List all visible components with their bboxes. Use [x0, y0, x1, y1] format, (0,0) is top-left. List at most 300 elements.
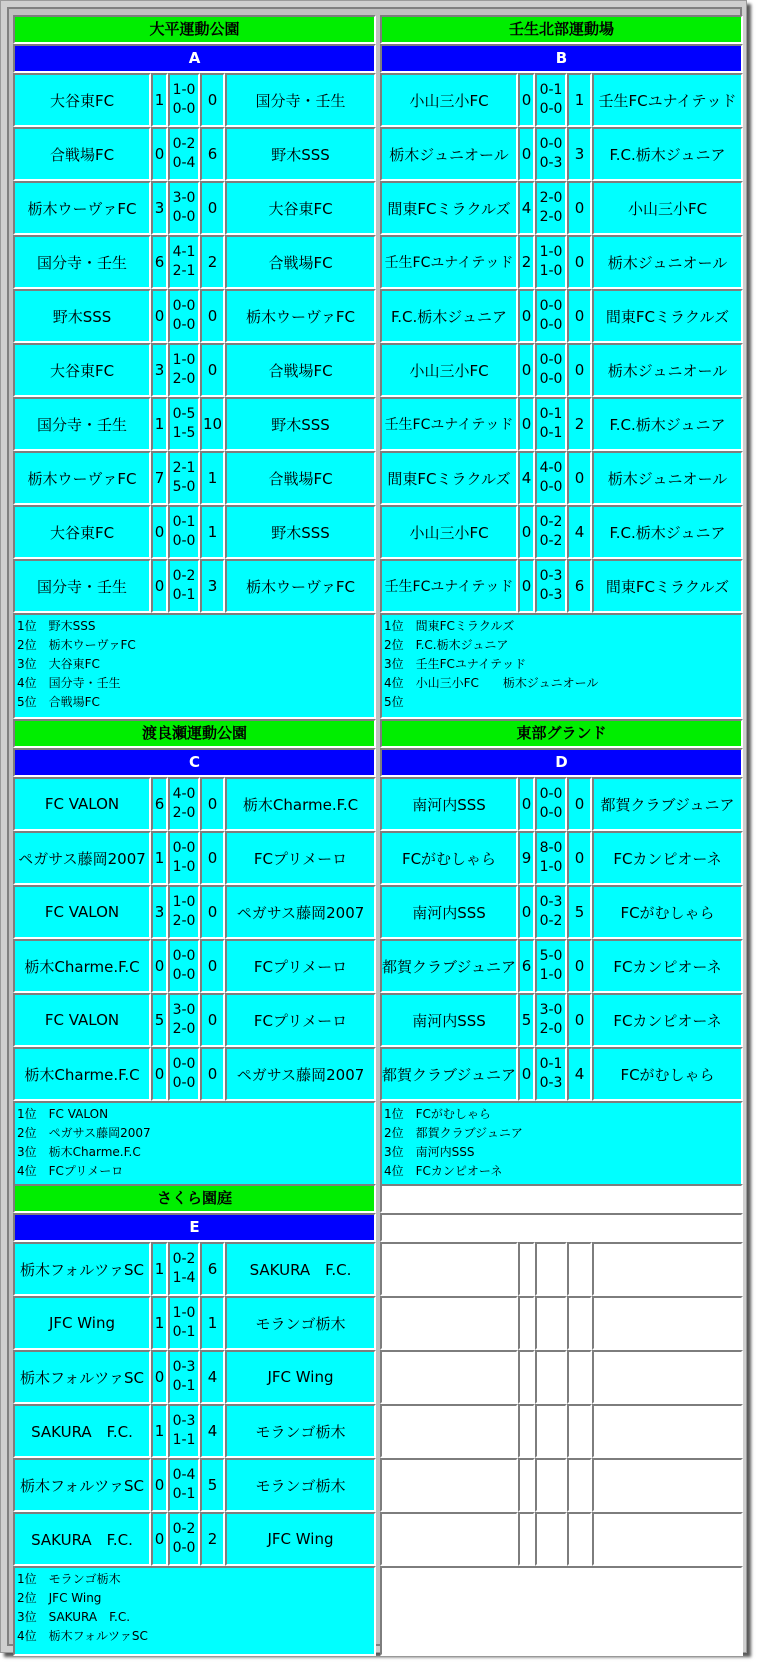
half-scores: [535, 939, 567, 993]
ranking-line: 2位 JFC Wing: [17, 1591, 102, 1605]
away-score: 2: [200, 1512, 225, 1566]
ranking-line: 3位 大谷東FC: [17, 657, 100, 671]
home-team: FC VALON: [13, 993, 151, 1047]
home-score: 0: [518, 885, 535, 939]
home-score: 2: [518, 235, 535, 289]
home-score: 1: [151, 73, 168, 127]
home-score: 0: [518, 343, 535, 397]
group-header: E: [13, 1213, 376, 1242]
half-scores: [168, 235, 200, 289]
second-half-score: 0-3: [539, 587, 563, 603]
ranking-box: [380, 613, 743, 719]
first-half-score: 0-1: [539, 406, 563, 422]
half-scores: [535, 885, 567, 939]
away-score: 0: [567, 993, 592, 1047]
away-score: 0: [567, 939, 592, 993]
away-team: 野木SSS: [225, 397, 376, 451]
ranking-line: 2位 栃木ウーヴァFC: [17, 638, 136, 652]
half-scores: [168, 1296, 200, 1350]
away-score: 0: [567, 831, 592, 885]
away-score: 4: [567, 505, 592, 559]
home-team: FCがむしゃら: [380, 831, 518, 885]
away-score: 5: [567, 885, 592, 939]
home-score: 0: [151, 559, 168, 613]
home-score: 4: [518, 181, 535, 235]
away-team: JFC Wing: [225, 1350, 376, 1404]
second-half-score: 0-2: [539, 533, 563, 549]
away-score: 0: [200, 831, 225, 885]
away-team: 合戦場FC: [225, 451, 376, 505]
home-score: [518, 1242, 535, 1296]
second-half-score: 0-1: [172, 1486, 196, 1502]
home-score: 6: [151, 777, 168, 831]
ranking-line: 4位 FCカンピオーネ: [384, 1164, 503, 1178]
second-half-score: 0-1: [172, 1324, 196, 1340]
second-half-score: 0-0: [539, 101, 563, 117]
away-score: 1: [567, 73, 592, 127]
half-scores: [535, 777, 567, 831]
home-score: [518, 1350, 535, 1404]
away-score: [567, 1404, 592, 1458]
away-score: 1: [200, 505, 225, 559]
half-scores: [168, 1512, 200, 1566]
second-half-score: 1-5: [172, 425, 196, 441]
ranking-line: 5位: [384, 695, 404, 709]
home-score: 1: [151, 1242, 168, 1296]
second-half-score: 0-0: [172, 1075, 196, 1091]
home-score: 0: [518, 397, 535, 451]
ranking-box: [13, 1566, 376, 1656]
home-team: [380, 1350, 518, 1404]
half-scores: [535, 559, 567, 613]
home-team: 野木SSS: [13, 289, 151, 343]
home-team: 小山三小FC: [380, 505, 518, 559]
away-team: [592, 1458, 743, 1512]
first-half-score: 8-0: [539, 840, 563, 856]
first-half-score: 0-4: [172, 1467, 196, 1483]
half-scores: [535, 505, 567, 559]
away-team: F.C.栃木ジュニア: [592, 127, 743, 181]
ranking-line: 2位 ペガサス藤岡2007: [17, 1126, 151, 1140]
second-half-score: 2-0: [172, 1021, 196, 1037]
half-scores: [168, 831, 200, 885]
group-header: [380, 1213, 743, 1242]
home-team: 小山三小FC: [380, 73, 518, 127]
half-scores: [168, 289, 200, 343]
ranking-line: 2位 F.C.栃木ジュニア: [384, 638, 509, 652]
away-score: 1: [200, 451, 225, 505]
away-score: 2: [567, 397, 592, 451]
first-half-score: 0-0: [172, 1056, 196, 1072]
ranking-box: [13, 613, 376, 719]
ranking-line: 3位 壬生FCユナイテッド: [384, 657, 527, 671]
home-team: 国分寺・壬生: [13, 397, 151, 451]
first-half-score: 0-0: [172, 298, 196, 314]
away-score: [567, 1242, 592, 1296]
home-team: 栃木Charme.F.C: [13, 939, 151, 993]
away-score: 0: [200, 343, 225, 397]
home-score: [518, 1296, 535, 1350]
group-header: C: [13, 748, 376, 777]
group-header: A: [13, 44, 376, 73]
venue-header: 壬生北部運動場: [380, 15, 743, 44]
home-team: 栃木ウーヴァFC: [13, 451, 151, 505]
away-team: 合戦場FC: [225, 235, 376, 289]
ranking-box: [380, 1566, 743, 1656]
away-team: 壬生FCユナイテッド: [592, 73, 743, 127]
second-half-score: 2-0: [172, 805, 196, 821]
away-team: 合戦場FC: [225, 343, 376, 397]
away-score: 1: [200, 1296, 225, 1350]
home-team: 壬生FCユナイテッド: [380, 397, 518, 451]
away-score: 2: [200, 235, 225, 289]
second-half-score: 1-0: [539, 859, 563, 875]
half-scores: [168, 451, 200, 505]
home-team: 栃木ウーヴァFC: [13, 181, 151, 235]
home-team: 間東FCミラクルズ: [380, 451, 518, 505]
away-team: 国分寺・壬生: [225, 73, 376, 127]
away-score: 0: [567, 451, 592, 505]
away-score: 6: [200, 1242, 225, 1296]
home-team: 南河内SSS: [380, 993, 518, 1047]
first-half-score: 4-0: [539, 460, 563, 476]
home-score: [518, 1512, 535, 1566]
home-team: 栃木ジュニオール: [380, 127, 518, 181]
home-team: 栃木フォルツァSC: [13, 1458, 151, 1512]
home-score: 6: [518, 939, 535, 993]
away-score: 4: [200, 1350, 225, 1404]
home-team: 大谷東FC: [13, 73, 151, 127]
half-scores: [535, 1458, 567, 1512]
home-score: 7: [151, 451, 168, 505]
home-score: 5: [518, 993, 535, 1047]
half-scores: [535, 993, 567, 1047]
first-half-score: 0-0: [539, 352, 563, 368]
first-half-score: 4-1: [172, 244, 196, 260]
home-score: 0: [518, 1047, 535, 1101]
results-table: [7, 7, 742, 1646]
first-half-score: 0-2: [172, 1251, 196, 1267]
venue-header: 大平運動公園: [13, 15, 376, 44]
second-half-score: 1-0: [539, 263, 563, 279]
away-team: 栃木ジュニオール: [592, 451, 743, 505]
away-team: F.C.栃木ジュニア: [592, 505, 743, 559]
home-score: 0: [518, 777, 535, 831]
first-half-score: 2-1: [172, 460, 196, 476]
home-score: 1: [151, 1404, 168, 1458]
half-scores: [168, 505, 200, 559]
away-score: 0: [567, 235, 592, 289]
home-score: 9: [518, 831, 535, 885]
half-scores: [535, 73, 567, 127]
ranking-line: 1位 間東FCミラクルズ: [384, 619, 515, 633]
half-scores: [535, 1296, 567, 1350]
second-half-score: 2-1: [172, 263, 196, 279]
away-team: 栃木Charme.F.C: [225, 777, 376, 831]
home-team: 栃木Charme.F.C: [13, 1047, 151, 1101]
home-score: 0: [518, 289, 535, 343]
half-scores: [168, 181, 200, 235]
half-scores: [168, 397, 200, 451]
first-half-score: 0-3: [539, 894, 563, 910]
home-team: 大谷東FC: [13, 343, 151, 397]
first-half-score: 0-0: [172, 840, 196, 856]
home-score: 1: [151, 397, 168, 451]
second-half-score: 0-0: [539, 479, 563, 495]
away-team: FCカンピオーネ: [592, 831, 743, 885]
away-score: 10: [200, 397, 225, 451]
home-score: 3: [151, 181, 168, 235]
first-half-score: 0-5: [172, 406, 196, 422]
second-half-score: 0-0: [172, 101, 196, 117]
half-scores: [535, 1242, 567, 1296]
venue-header: [380, 1184, 743, 1213]
home-team: 壬生FCユナイテッド: [380, 559, 518, 613]
half-scores: [535, 1350, 567, 1404]
away-score: [567, 1350, 592, 1404]
away-score: 0: [200, 73, 225, 127]
home-score: 0: [518, 559, 535, 613]
first-half-score: 3-0: [539, 1002, 563, 1018]
first-half-score: 0-1: [539, 82, 563, 98]
home-team: ペガサス藤岡2007: [13, 831, 151, 885]
second-half-score: 0-4: [172, 155, 196, 171]
first-half-score: 0-2: [172, 1521, 196, 1537]
away-team: FCがむしゃら: [592, 885, 743, 939]
home-team: 栃木フォルツァSC: [13, 1242, 151, 1296]
away-team: [592, 1350, 743, 1404]
second-half-score: 1-0: [172, 859, 196, 875]
away-score: 0: [200, 993, 225, 1047]
home-team: [380, 1512, 518, 1566]
first-half-score: 2-0: [539, 190, 563, 206]
second-half-score: 0-0: [172, 1540, 196, 1556]
first-half-score: 0-3: [172, 1359, 196, 1375]
away-team: [592, 1296, 743, 1350]
first-half-score: 0-3: [539, 568, 563, 584]
home-team: [380, 1458, 518, 1512]
home-team: [380, 1404, 518, 1458]
away-score: 0: [567, 343, 592, 397]
ranking-line: 1位 FCがむしゃら: [384, 1107, 491, 1121]
first-half-score: 0-2: [172, 568, 196, 584]
half-scores: [535, 1404, 567, 1458]
half-scores: [535, 831, 567, 885]
home-score: 1: [151, 831, 168, 885]
home-team: 小山三小FC: [380, 343, 518, 397]
first-half-score: 0-3: [172, 1413, 196, 1429]
home-team: FC VALON: [13, 777, 151, 831]
home-team: [380, 1242, 518, 1296]
first-half-score: 0-2: [172, 136, 196, 152]
home-score: 0: [151, 289, 168, 343]
half-scores: [535, 397, 567, 451]
home-score: 0: [151, 1047, 168, 1101]
second-half-score: 0-3: [539, 155, 563, 171]
home-team: 間東FCミラクルズ: [380, 181, 518, 235]
second-half-score: 2-0: [539, 209, 563, 225]
home-team: 国分寺・壬生: [13, 559, 151, 613]
half-scores: [168, 1047, 200, 1101]
first-half-score: 0-0: [539, 298, 563, 314]
away-team: JFC Wing: [225, 1512, 376, 1566]
second-half-score: 0-3: [539, 1075, 563, 1091]
home-score: 6: [151, 235, 168, 289]
ranking-line: 3位 南河内SSS: [384, 1145, 475, 1159]
home-score: [518, 1458, 535, 1512]
venue-header: 渡良瀬運動公園: [13, 719, 376, 748]
away-team: 栃木ジュニオール: [592, 343, 743, 397]
away-team: 野木SSS: [225, 127, 376, 181]
away-team: FCカンピオーネ: [592, 939, 743, 993]
second-half-score: 1-0: [539, 967, 563, 983]
away-team: FCプリメーロ: [225, 939, 376, 993]
half-scores: [168, 993, 200, 1047]
away-team: 間東FCミラクルズ: [592, 289, 743, 343]
home-team: 大谷東FC: [13, 505, 151, 559]
first-half-score: 0-0: [172, 948, 196, 964]
away-score: 0: [200, 939, 225, 993]
half-scores: [535, 343, 567, 397]
half-scores: [535, 451, 567, 505]
second-half-score: 0-0: [172, 317, 196, 333]
home-score: 1: [151, 1296, 168, 1350]
home-score: 0: [151, 505, 168, 559]
home-score: 0: [151, 939, 168, 993]
home-score: 0: [151, 1350, 168, 1404]
home-score: 0: [151, 127, 168, 181]
half-scores: [168, 343, 200, 397]
away-score: 0: [200, 777, 225, 831]
home-score: 4: [518, 451, 535, 505]
away-score: 3: [567, 127, 592, 181]
half-scores: [535, 235, 567, 289]
ranking-line: 4位 FCプリメーロ: [17, 1164, 124, 1178]
away-score: 0: [200, 1047, 225, 1101]
first-half-score: 5-0: [539, 948, 563, 964]
ranking-line: 1位 モランゴ栃木: [17, 1572, 121, 1586]
half-scores: [535, 1047, 567, 1101]
home-team: SAKURA F.C.: [13, 1512, 151, 1566]
away-team: F.C.栃木ジュニア: [592, 397, 743, 451]
away-team: FCプリメーロ: [225, 993, 376, 1047]
away-score: [567, 1296, 592, 1350]
away-team: ペガサス藤岡2007: [225, 885, 376, 939]
first-half-score: 0-0: [539, 786, 563, 802]
second-half-score: 0-0: [539, 317, 563, 333]
away-team: ペガサス藤岡2007: [225, 1047, 376, 1101]
second-half-score: 0-0: [539, 371, 563, 387]
away-score: 5: [200, 1458, 225, 1512]
home-team: 都賀クラブジュニア: [380, 1047, 518, 1101]
second-half-score: 2-0: [539, 1021, 563, 1037]
away-team: [592, 1404, 743, 1458]
first-half-score: 1-0: [172, 1305, 196, 1321]
half-scores: [168, 73, 200, 127]
home-team: 壬生FCユナイテッド: [380, 235, 518, 289]
first-half-score: 3-0: [172, 190, 196, 206]
ranking-box: [13, 1101, 376, 1187]
away-score: [567, 1512, 592, 1566]
away-team: SAKURA F.C.: [225, 1242, 376, 1296]
ranking-line: 3位 SAKURA F.C.: [17, 1610, 131, 1624]
ranking-line: 4位 小山三小FC 栃木ジュニオール: [384, 676, 599, 690]
home-score: 5: [151, 993, 168, 1047]
home-team: JFC Wing: [13, 1296, 151, 1350]
first-half-score: 1-0: [172, 82, 196, 98]
half-scores: [168, 559, 200, 613]
home-team: 南河内SSS: [380, 777, 518, 831]
home-team: FC VALON: [13, 885, 151, 939]
second-half-score: 1-1: [172, 1432, 196, 1448]
second-half-score: 0-1: [172, 587, 196, 603]
away-score: 0: [200, 181, 225, 235]
away-team: FCカンピオーネ: [592, 993, 743, 1047]
home-score: 0: [518, 73, 535, 127]
away-team: FCがむしゃら: [592, 1047, 743, 1101]
ranking-line: 5位 合戦場FC: [17, 695, 100, 709]
half-scores: [168, 1404, 200, 1458]
away-team: 栃木ウーヴァFC: [225, 559, 376, 613]
ranking-line: 1位 野木SSS: [17, 619, 96, 633]
away-score: 6: [567, 559, 592, 613]
home-score: 0: [518, 505, 535, 559]
venue-header: 東部グランド: [380, 719, 743, 748]
home-score: 3: [151, 343, 168, 397]
home-team: F.C.栃木ジュニア: [380, 289, 518, 343]
away-team: モランゴ栃木: [225, 1458, 376, 1512]
venue-header: さくら園庭: [13, 1184, 376, 1213]
second-half-score: 0-1: [172, 1378, 196, 1394]
first-half-score: 0-1: [172, 514, 196, 530]
away-team: [592, 1242, 743, 1296]
ranking-line: 2位 都賀クラブジュニア: [384, 1126, 523, 1140]
second-half-score: 0-0: [172, 209, 196, 225]
ranking-line: 4位 栃木フォルツァSC: [17, 1629, 148, 1643]
away-team: モランゴ栃木: [225, 1404, 376, 1458]
away-team: 小山三小FC: [592, 181, 743, 235]
second-half-score: 0-0: [172, 533, 196, 549]
half-scores: [535, 289, 567, 343]
second-half-score: 5-0: [172, 479, 196, 495]
group-header: B: [380, 44, 743, 73]
away-score: 0: [567, 777, 592, 831]
ranking-box: [380, 1101, 743, 1187]
half-scores: [535, 127, 567, 181]
half-scores: [168, 127, 200, 181]
away-team: 間東FCミラクルズ: [592, 559, 743, 613]
home-team: 国分寺・壬生: [13, 235, 151, 289]
half-scores: [168, 939, 200, 993]
away-score: 4: [200, 1404, 225, 1458]
away-score: 0: [200, 289, 225, 343]
away-score: [567, 1458, 592, 1512]
away-score: 4: [567, 1047, 592, 1101]
away-team: [592, 1512, 743, 1566]
first-half-score: 4-0: [172, 786, 196, 802]
second-half-score: 0-1: [539, 425, 563, 441]
away-score: 0: [567, 289, 592, 343]
first-half-score: 3-0: [172, 1002, 196, 1018]
half-scores: [535, 181, 567, 235]
ranking-line: 1位 FC VALON: [17, 1107, 109, 1121]
away-score: 0: [567, 181, 592, 235]
group-header: D: [380, 748, 743, 777]
home-team: 栃木フォルツァSC: [13, 1350, 151, 1404]
ranking-line: 3位 栃木Charme.F.C: [17, 1145, 141, 1159]
first-half-score: 0-0: [539, 136, 563, 152]
first-half-score: 1-0: [172, 894, 196, 910]
